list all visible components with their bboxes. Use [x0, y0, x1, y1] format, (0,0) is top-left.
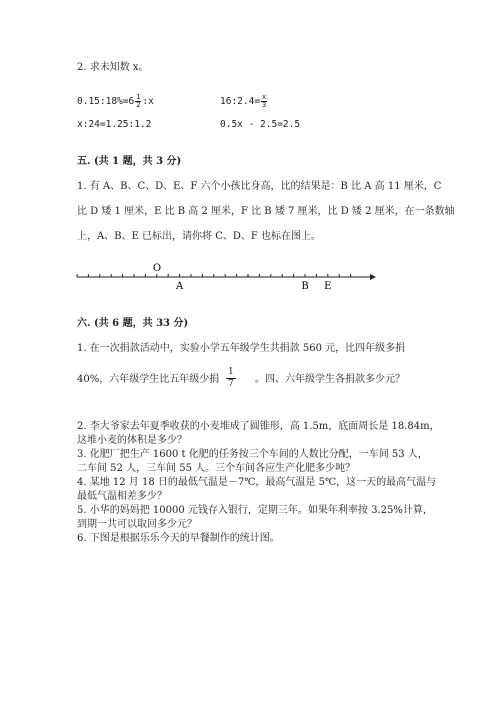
s6-q3-line-2: 二车间 52 人，三车间 55 人。三个车间各应生产化肥多少吨？: [77, 463, 356, 474]
fraction-denominator: 3: [262, 101, 267, 109]
point-label-b: B: [301, 281, 309, 292]
s6-q1-fraction: [226, 367, 236, 390]
equation-3: x:24=1.25:1.2: [77, 119, 152, 130]
point-label-e: E: [324, 281, 332, 292]
s6-q3-line-1: 3. 化肥厂把生产 1600 t 化肥的任务按三个车间的人数比分配，一车间 53 人，: [77, 449, 428, 460]
point-label-a: A: [175, 281, 184, 292]
equation-2-fraction: [261, 94, 267, 109]
number-line: [70, 258, 390, 294]
equation-1-left: 0.15:18%=6: [77, 96, 135, 107]
fraction-numerator: 1: [136, 93, 141, 101]
section-5-heading: 五. (共 1 题，共 3 分): [77, 156, 182, 167]
s6-q4-line-1: 4. 某地 12 月 18 日的最低气温是－7℃，最高气温是 5℃，这一天的最高气温与: [77, 477, 437, 488]
equation-1: [77, 94, 154, 109]
equation-2: [220, 94, 268, 109]
equation-4: 0.5x - 2.5=2.5: [220, 119, 301, 130]
equation-1-right: :x: [142, 96, 154, 107]
s6-q4-line-2: 最低气温相差多少？: [77, 491, 167, 502]
s6-q1-line-2-b: 。四、六年级学生各捐款多少元？: [255, 374, 405, 385]
number-line-arrow: [370, 274, 376, 280]
section-5-line-2: 比 D 矮 1 厘米，E 比 B 高 2 厘米，F 比 B 矮 7 厘米，比 D 矮 2 厘米，在一条数轴: [77, 206, 455, 217]
s6-q2-line-2: 这堆小麦的体积是多少？: [77, 435, 187, 446]
equation-2-left: 16:2.4=: [220, 96, 261, 107]
number-line-point-labels: [175, 281, 331, 292]
origin-label: O: [152, 263, 162, 274]
s6-q5-line-1: 5. 小华的妈妈把 10000 元钱存入银行，定期三年。如果年利率按 3.25%计算，: [77, 505, 433, 516]
s6-q2-line-1: 2. 李大爷家去年夏季收获的小麦堆成了圆锥形，高 1.5m，底面周长是 18.84m，: [77, 421, 440, 432]
fraction-numerator: x: [262, 93, 267, 101]
q2-title: 2. 求未知数 x。: [77, 62, 149, 73]
fraction-denominator: 2: [136, 101, 141, 109]
s6-q6-line-1: 6. 下图是根据乐乐今天的早餐制作的统计图。: [77, 533, 280, 544]
section-5-line-3: 上，A、B、E 已标出，请你将 C、D、F 也标在图上。: [77, 231, 322, 242]
section-6-heading: 六. (共 6 题，共 33 分): [77, 318, 189, 329]
fraction-numerator: 1: [228, 367, 234, 377]
s6-q1-line-1: 1. 在一次捐款活动中，实验小学五年级学生共捐款 560 元，比四年级多捐: [77, 343, 406, 354]
section-5-line-1: 1. 有 A、B、C、D、E、F 六个小孩比身高，比的结果是：B 比 A 高 11 厘米，C: [77, 181, 442, 192]
s6-q1-line-2-a: 40%，六年级学生比五年级少捐: [77, 374, 220, 385]
s6-q5-line-2: 到期一共可以取回多少元？: [77, 519, 197, 530]
fraction-denominator: 7: [228, 379, 234, 389]
equation-1-fraction: [135, 94, 141, 109]
